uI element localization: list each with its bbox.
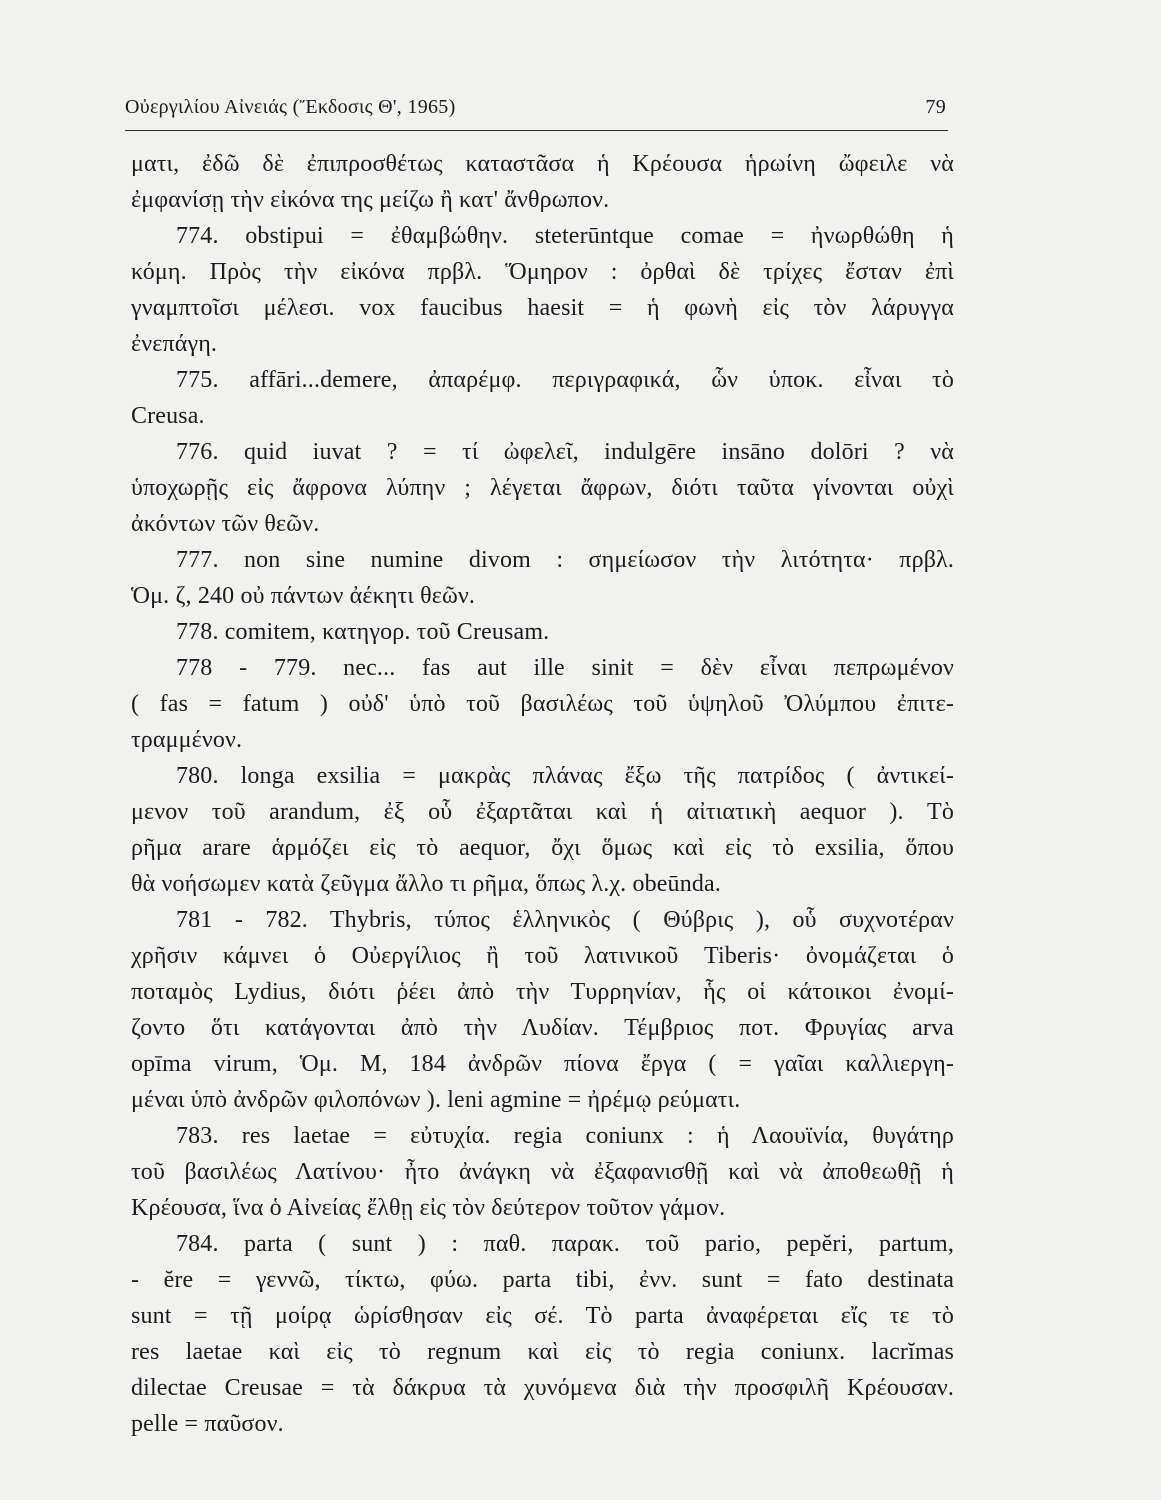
- page-number: 79: [925, 96, 946, 118]
- text-line: τοῦ βασιλέως Λατίνου· ἦτο ἀνάγκη νὰ ἐξαφανισθῇ καὶ νὰ ἀποθεωθῇ ἡ: [131, 1159, 954, 1185]
- text-line: 774. obstipui = ἐθαμβώθην. steterūntque comae = ἠνωρθώθη ἡ: [176, 223, 954, 249]
- text-line: 776. quid iuvat ? = τί ὠφελεῖ, indulgēre insāno dolōri ? νὰ: [176, 439, 954, 465]
- text-line: pelle = παῦσον.: [131, 1411, 284, 1437]
- text-line: 781 - 782. Thybris, τύπος ἑλληνικὸς ( Θύβρις ), οὗ συχνοτέραν: [176, 907, 954, 933]
- text-line: ρῆμα arare ἁρμόζει εἰς τὸ aequor, ὄχι ὅμως καὶ εἰς τὸ exsilia, ὅπου: [131, 835, 954, 861]
- text-line: τραμμένον.: [131, 727, 243, 753]
- text-line: ματι, ἐδῶ δὲ ἐπιπροσθέτως καταστᾶσα ἡ Κρέουσα ἡρωίνη ὤφειλε νὰ: [131, 151, 954, 177]
- text-line: κόμη. Πρὸς τὴν εἰκόνα πρβλ. Ὅμηρον : ὀρθαὶ δὲ τρίχες ἔσταν ἐπὶ: [131, 259, 954, 285]
- text-line: ( fas = fatum ) οὐδ' ὑπὸ τοῦ βασιλέως τοῦ ὑψηλοῦ Ὀλύμπου ἐπιτε-: [131, 691, 954, 717]
- text-line: Creusa.: [131, 403, 205, 429]
- text-line: 780. longa exsilia = μακρὰς πλάνας ἔξω τῆς πατρίδος ( ἀντικεί-: [176, 763, 954, 789]
- text-line: μέναι ὑπὸ ἀνδρῶν φιλοπόνων ). leni agmine = ἠρέμῳ ρεύματι.: [131, 1087, 741, 1113]
- text-line: 784. parta ( sunt ) : παθ. παρακ. τοῦ pario, pepĕri, partum,: [176, 1231, 954, 1257]
- text-line: γναμπτοῖσι μέλεσι. vox faucibus haesit = ἡ φωνὴ εἰς τὸν λάρυγγα: [131, 295, 954, 321]
- text-line: opīma virum, Ὁμ. Μ, 184 ἀνδρῶν πίονα ἔργα ( = γαῖαι καλλιεργη-: [131, 1051, 954, 1077]
- text-line: Κρέουσα, ἵνα ὁ Αἰνείας ἔλθῃ εἰς τὸν δεύτερον τοῦτον γάμον.: [131, 1195, 726, 1221]
- page-header: [125, 92, 948, 131]
- text-line: - ĕre = γεννῶ, τίκτω, φύω. parta tibi, ἐνν. sunt = fato destinata: [131, 1267, 954, 1293]
- text-line: 783. res laetae = εὐτυχία. regia coniunx : ἡ Λαουϊνία, θυγάτηρ: [176, 1123, 954, 1149]
- text-line: 777. non sine numine divom : σημείωσον τὴν λιτότητα· πρβλ.: [176, 547, 954, 573]
- text-line: μενον τοῦ arandum, ἐξ οὗ ἐξαρτᾶται καὶ ἡ αἰτιατικὴ aequor ). Τὸ: [131, 799, 954, 825]
- text-line: dilectae Creusae = τὰ δάκρυα τὰ χυνόμενα διὰ τὴν προσφιλῆ Κρέουσαν.: [131, 1375, 954, 1401]
- text-line: 775. affāri...demere, ἀπαρέμφ. περιγραφικά, ὧν ὑποκ. εἶναι τὸ: [176, 367, 954, 393]
- text-line: 778. comitem, κατηγορ. τοῦ Creusam.: [176, 619, 550, 645]
- text-line: Ὁμ. ζ, 240 οὐ πάντων ἀέκητι θεῶν.: [131, 583, 476, 609]
- text-line: ἐμφανίσῃ τὴν εἰκόνα της μείζω ἢ κατ' ἄνθρωπον.: [131, 187, 610, 213]
- text-line: res laetae καὶ εἰς τὸ regnum καὶ εἰς τὸ regia coniunx. lacrĭmas: [131, 1339, 954, 1365]
- text-line: θὰ νοήσωμεν κατὰ ζεῦγμα ἄλλο τι ρῆμα, ὅπως λ.χ. obeūnda.: [131, 871, 721, 897]
- text-line: sunt = τῇ μοίρᾳ ὡρίσθησαν εἰς σέ. Τὸ parta ἀναφέρεται εἴς τε τὸ: [131, 1303, 954, 1329]
- text-line: ἐνεπάγη.: [131, 331, 218, 357]
- text-line: ὑποχωρῇς εἰς ἄφρονα λύπην ; λέγεται ἄφρων, διότι ταῦτα γίνονται οὐχὶ: [131, 475, 954, 501]
- text-line: 778 - 779. nec... fas aut ille sinit = δὲν εἶναι πεπρωμένον: [176, 655, 954, 681]
- running-title: Οὐεργιλίου Αἰνειάς (Ἔκδοσις Θ', 1965): [125, 96, 456, 118]
- text-line: ἀκόντων τῶν θεῶν.: [131, 511, 320, 537]
- text-line: ζοντο ὅτι κατάγονται ἀπὸ τὴν Λυδίαν. Τέμβριος ποτ. Φρυγίας arva: [131, 1015, 954, 1041]
- text-line: χρῆσιν κάμνει ὁ Οὐεργίλιος ἢ τοῦ λατινικοῦ Tiberis· ὀνομάζεται ὁ: [131, 943, 954, 969]
- commentary-body: [131, 146, 954, 1442]
- text-line: ποταμὸς Lydius, διότι ῥέει ἀπὸ τὴν Τυρρηνίαν, ἧς οἱ κάτοικοι ἐνομί-: [131, 979, 954, 1005]
